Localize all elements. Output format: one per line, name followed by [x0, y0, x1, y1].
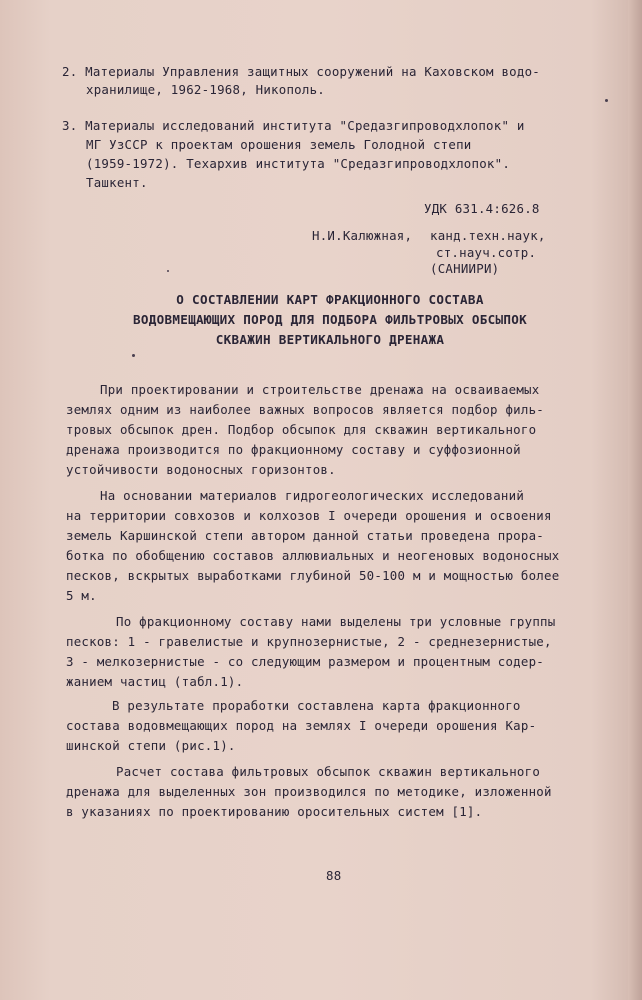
reference-2-line-2: хранилище, 1962-1968, Никополь.	[86, 82, 326, 97]
author-degree: канд.техн.наук,	[430, 228, 546, 243]
paragraph-4-line-3: шинской степи (рис.1).	[66, 738, 236, 753]
reference-2-line-1: 2. Материалы Управления защитных сооружений на Каховском водо-	[62, 64, 541, 79]
paragraph-5-line-2: дренажа для выделенных зон производился по методике, изложенной	[66, 784, 552, 799]
paragraph-3-line-3: 3 - мелкозернистые - со следующим размером и процентным содер-	[66, 654, 545, 669]
paragraph-2-line-4: ботка по обобщению составов аллювиальных и неогеновых водоносных	[66, 548, 560, 563]
page-edge-shadow	[628, 0, 642, 1000]
author-name: Н.И.Калюжная,	[312, 228, 413, 243]
paragraph-4-line-1: В результате проработки составлена карта фракционного	[112, 698, 521, 713]
paragraph-3-line-4: жанием частиц (табл.1).	[66, 674, 244, 689]
ink-speck	[605, 99, 608, 102]
paragraph-5-line-3: в указаниях по проектированию оросительных систем [1].	[66, 804, 483, 819]
paragraph-1-line-5: устойчивости водоносных горизонтов.	[66, 462, 336, 477]
udk-code: УДК 631.4:626.8	[424, 201, 540, 216]
paragraph-2-line-2: на территории совхозов и колхозов I очереди орошения и освоения	[66, 508, 552, 523]
paragraph-3-line-2: песков: 1 - гравелистые и крупнозернистые, 2 - среднезернистые,	[66, 634, 552, 649]
paragraph-2-line-5: песков, вскрытых выработками глубиной 50-100 м и мощностью более	[66, 568, 560, 583]
article-title-line-3: СКВАЖИН ВЕРТИКАЛЬНОГО ДРЕНАЖА	[215, 332, 445, 347]
paragraph-1-line-3: тровых обсыпок дрен. Подбор обсыпок для скважин вертикального	[66, 422, 537, 437]
paragraph-5-line-1: Расчет состава фильтровых обсыпок скважин вертикального	[116, 764, 541, 779]
reference-3-line-2: МГ УзССР к проектам орошения земель Голодной степи	[86, 137, 472, 152]
paragraph-2-line-3: земель Каршинской степи автором данной статьи проведена прора-	[66, 528, 545, 543]
paragraph-3-line-1: По фракционному составу нами выделены три условные группы	[116, 614, 556, 629]
paragraph-2-line-6: 5 м.	[66, 588, 97, 603]
reference-3-line-4: Ташкент.	[86, 175, 148, 190]
reference-3-line-1: 3. Материалы исследований института "Средазгипроводхлопок" и	[62, 118, 525, 133]
paragraph-1-line-1: При проектировании и строительстве дренажа на осваиваемых	[100, 382, 540, 397]
author-position: ст.науч.сотр.	[436, 245, 537, 260]
ink-speck	[132, 354, 135, 357]
ink-speck	[167, 270, 169, 272]
article-title-line-1: О СОСТАВЛЕНИИ КАРТ ФРАКЦИОННОГО СОСТАВА	[176, 292, 484, 307]
paragraph-2-line-1: На основании материалов гидрогеологических исследований	[100, 488, 525, 503]
paragraph-1-line-4: дренажа производится по фракционному составу и суффозионной	[66, 442, 521, 457]
reference-3-line-3: (1959-1972). Техархив института "Средазгипроводхлопок".	[86, 156, 511, 171]
page-number: 88	[326, 868, 342, 883]
author-organization: (САНИИРИ)	[430, 261, 500, 276]
paragraph-1-line-2: землях одним из наиболее важных вопросов является подбор филь-	[66, 402, 545, 417]
paragraph-4-line-2: состава водовмещающих пород на землях I очереди орошения Кар-	[66, 718, 537, 733]
article-title-line-2: ВОДОВМЕЩАЮЩИХ ПОРОД ДЛЯ ПОДБОРА ФИЛЬТРОВЫХ ОБСЫПОК	[132, 312, 528, 327]
